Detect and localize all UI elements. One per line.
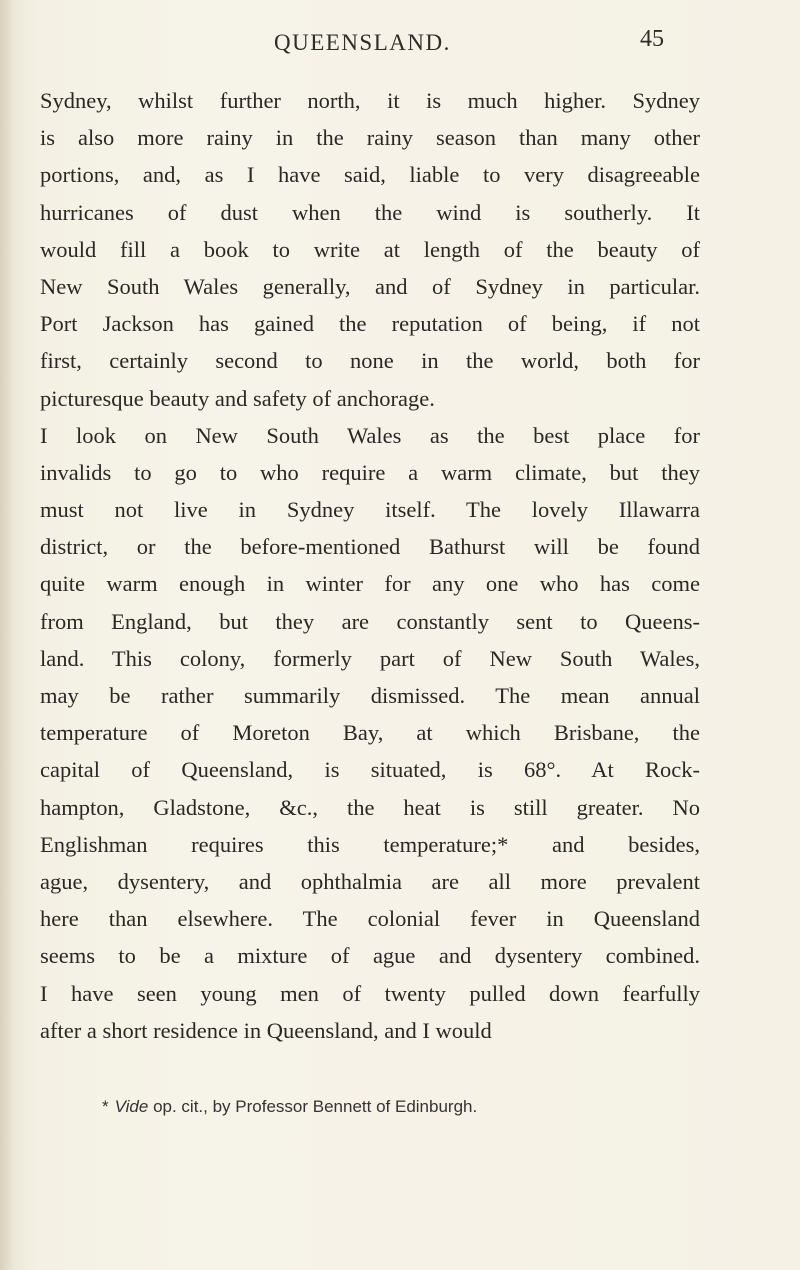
text-line: district, or the before-mentioned Bathurst will be found	[40, 534, 700, 560]
text-line: Englishman requires this temperature;* and besides,	[40, 831, 700, 857]
footnote-text: op. cit., by Professor Bennett of Edinburgh.	[153, 1097, 478, 1116]
footnote	[102, 1097, 477, 1117]
page-gutter-shadow	[0, 0, 14, 1270]
text-line: quite warm enough in winter for any one who has come	[40, 571, 700, 597]
page-header	[0, 26, 800, 60]
text-line: must not live in Sydney itself. The lovely Illawarra	[40, 497, 700, 523]
text-line: Sydney, whilst further north, it is much higher. Sydney	[40, 88, 700, 113]
text-line: seems to be a mixture of ague and dysentery combined.	[40, 943, 700, 969]
footnote-mark: *	[102, 1097, 109, 1116]
text-line: may be rather summarily dismissed. The mean annual	[40, 683, 700, 708]
text-line: from England, but they are constantly sent to Queens-	[40, 608, 700, 634]
text-line: I look on New South Wales as the best place for	[40, 422, 700, 448]
page-number: 45	[640, 26, 664, 52]
body-text	[40, 82, 700, 1049]
text-line: temperature of Moreton Bay, at which Brisbane, the	[40, 720, 700, 746]
text-line: capital of Queensland, is situated, is 68°. At Rock-	[40, 757, 700, 783]
text-line: New South Wales generally, and of Sydney in particular.	[40, 273, 700, 299]
text-line: invalids to go to who require a warm climate, but they	[40, 459, 700, 485]
text-line: ague, dysentery, and ophthalmia are all more prevalent	[40, 868, 700, 894]
footnote-vide: Vide	[114, 1097, 149, 1116]
text-line: here than elsewhere. The colonial fever in Queensland	[40, 906, 700, 932]
text-line: land. This colony, formerly part of New South Wales,	[40, 645, 700, 671]
text-line: picturesque beauty and safety of anchorage.	[40, 385, 435, 411]
text-line: portions, and, as I have said, liable to very disagreeable	[40, 162, 700, 188]
text-line: is also more rainy in the rainy season than many other	[40, 125, 700, 151]
text-line: Port Jackson has gained the reputation of being, if not	[40, 311, 700, 337]
text-line: hampton, Gladstone, &c., the heat is still greater. No	[40, 794, 700, 820]
text-line: after a short residence in Queensland, and I would	[40, 1017, 492, 1043]
running-head: QUEENSLAND.	[274, 30, 451, 55]
text-line: I have seen young men of twenty pulled down fearfully	[40, 980, 700, 1006]
text-line: hurricanes of dust when the wind is southerly. It	[40, 199, 700, 225]
text-line: first, certainly second to none in the world, both for	[40, 348, 700, 374]
text-line: would fill a book to write at length of the beauty of	[40, 236, 700, 262]
